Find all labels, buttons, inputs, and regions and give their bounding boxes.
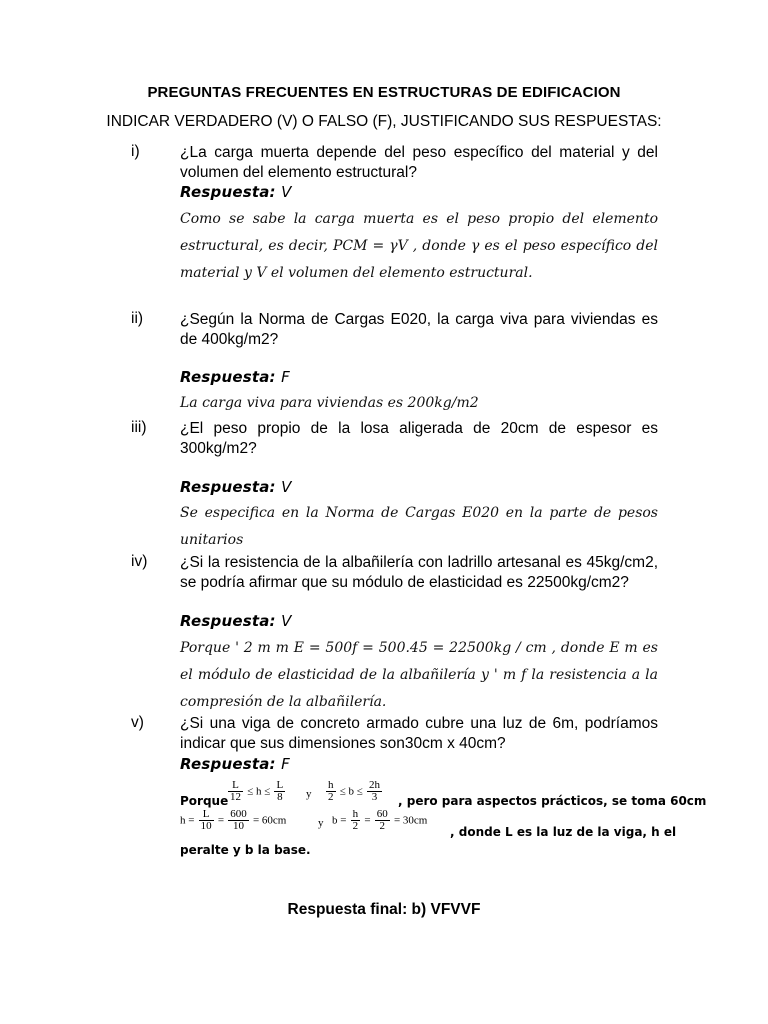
question-text: ¿Si la resistencia de la albañilería con ladrillo artesanal es 45kg/cm2, se podría afirmar que su módulo de elasticidad es 22500kg/cm2? bbox=[180, 554, 658, 591]
question-number: iv) bbox=[131, 553, 148, 570]
question-number: v) bbox=[131, 714, 144, 731]
fraction: $\frac{L}{10}$ bbox=[200, 808, 212, 832]
formula-ratio-h: $\frac{L}{12}$ ≤ h ≤ $\frac{L}{8}$ bbox=[230, 779, 284, 803]
formula-ratio-b: $\frac{h}{2}$ ≤ b ≤ $\frac{2h}{3}$ bbox=[328, 779, 380, 803]
answer bbox=[180, 368, 290, 386]
justification: Como se sabe la carga muerta es el peso propio del elemento estructural, es decir, PCM = γV , donde γ es el peso específico del material y V el volumen del elemento estructural. bbox=[180, 211, 658, 281]
justification: Porque ' 2 m m E = 500f = 500.45 = 22500kg / cm , donde E m es el módulo de elasticidad de la albañilería y ' m f la resistencia a la compresión de la albañilería. bbox=[180, 640, 658, 710]
fraction: $\frac{h}{2}$ bbox=[328, 779, 334, 803]
answer-value: V bbox=[281, 612, 292, 630]
answer-label: Respuesta: bbox=[180, 478, 276, 496]
fraction: $\frac{60}{2}$ bbox=[376, 808, 388, 832]
answer-label: Respuesta: bbox=[180, 368, 276, 386]
question-text: ¿Según la Norma de Cargas E020, la carga viva para viviendas es de 400kg/m2? bbox=[180, 311, 658, 348]
answer-value: F bbox=[281, 755, 290, 773]
document-title: PREGUNTAS FRECUENTES EN ESTRUCTURAS DE EDIFICACION bbox=[147, 84, 621, 101]
answer bbox=[180, 183, 292, 201]
question-text: ¿El peso propio de la losa aligerada de 20cm de espesor es 300kg/m2? bbox=[180, 420, 658, 457]
justification: Se especifica en la Norma de Cargas E020 en la parte de pesos unitarios bbox=[180, 505, 658, 548]
fraction: $\frac{2h}{3}$ bbox=[368, 779, 380, 803]
and-label: y bbox=[306, 788, 312, 800]
final-answer: Respuesta final: b) VFVVF bbox=[287, 901, 481, 918]
answer bbox=[180, 755, 290, 773]
question-text: ¿Si una viga de concreto armado cubre una luz de 6m, podríamos indicar que sus dimensiones son30cm x 40cm? bbox=[180, 715, 658, 752]
answer-label: Respuesta: bbox=[180, 612, 276, 630]
justification: La carga viva para viviendas es 200kg/m2 bbox=[180, 395, 479, 411]
answer-value: V bbox=[281, 183, 292, 201]
answer bbox=[180, 478, 292, 496]
answer bbox=[180, 612, 292, 630]
formula-line-1-tail: , pero para aspectos prácticos, se toma 60cm bbox=[398, 794, 707, 808]
fraction: $\frac{h}{2}$ bbox=[352, 808, 359, 832]
instructions: INDICAR VERDADERO (V) O FALSO (F), JUSTIFICANDO SUS RESPUESTAS: bbox=[106, 113, 662, 130]
answer-value: F bbox=[281, 368, 290, 386]
formula-h: h = $\frac{L}{10}$ = $\frac{600}{10}$ = 60cm bbox=[180, 808, 287, 832]
answer-value: V bbox=[281, 478, 292, 496]
question-number: iii) bbox=[131, 419, 147, 436]
porque-label: Porque bbox=[180, 794, 229, 808]
answer-label: Respuesta: bbox=[180, 183, 276, 201]
fraction: $\frac{L}{8}$ bbox=[276, 779, 284, 803]
answer-label: Respuesta: bbox=[180, 755, 276, 773]
question-text: ¿La carga muerta depende del peso específico del material y del volumen del elemento estructural? bbox=[180, 144, 658, 181]
formula-b: b = $\frac{h}{2}$ = $\frac{60}{2}$ = 30cm bbox=[332, 808, 428, 832]
question-number: i) bbox=[131, 143, 140, 160]
and-label: y bbox=[318, 817, 324, 829]
question-number: ii) bbox=[131, 310, 144, 327]
fraction: $\frac{L}{12}$ bbox=[230, 779, 241, 803]
formula-line-2-tail: , donde L es la luz de la viga, h el bbox=[450, 825, 677, 839]
fraction: $\frac{600}{10}$ bbox=[230, 808, 247, 832]
formula-line-3: peralte y b la base. bbox=[180, 843, 311, 857]
